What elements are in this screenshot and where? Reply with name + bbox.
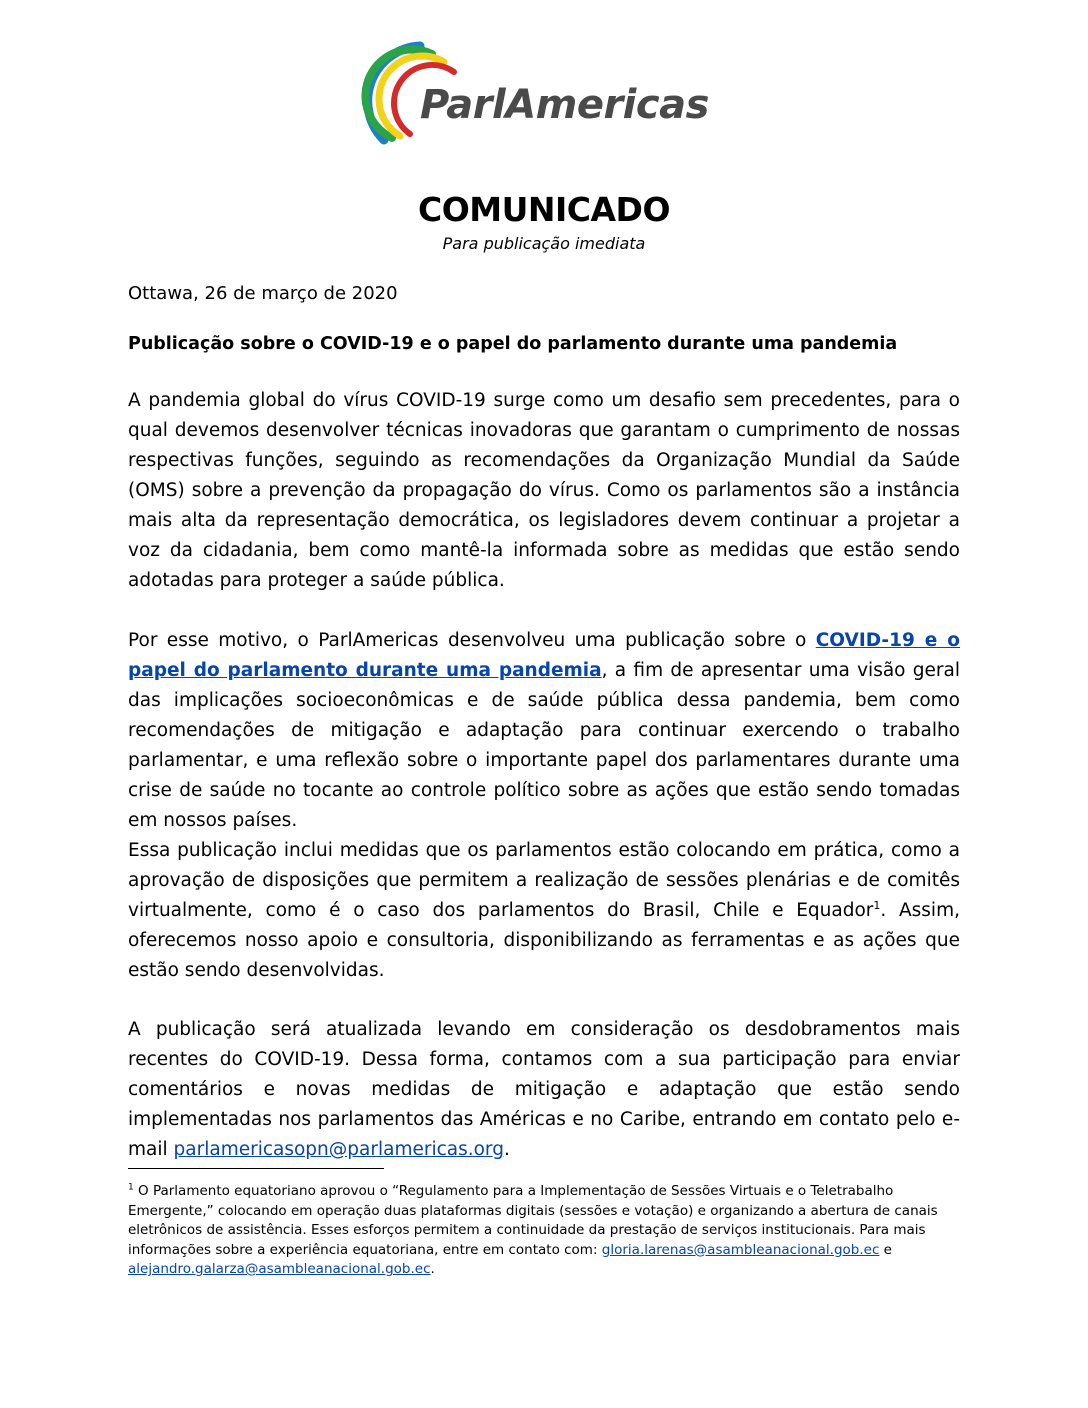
footnote-text: O Parlamento equatoriano aprovou o “Regulamento para a Implementação de Sessões Virtuais e o Teletrabalho Emergente,” colocando em operação duas plataformas digitais (sessões e votação) e organizando a abertura de canais eletrônicos de assistência. Esses esforços permitem a continuidade da prestação de serviços institucionais. Para mais informações sobre a experiência equatoriana, entre em contato com: xyxy=(128,1183,938,1258)
footnote-reference[interactable]: 1 xyxy=(873,898,881,912)
footnote-divider xyxy=(128,1168,384,1169)
paragraph-3-text-end: . Assim, oferecemos nosso apoio e consultoria, disponibilizando as ferramentas e as ações que estão sendo desenvolvidas. xyxy=(128,900,960,981)
paragraph-4 xyxy=(128,1015,960,1165)
footnote-number: 1 xyxy=(128,1182,134,1193)
footnote xyxy=(128,1182,948,1280)
logo-wordmark: ParlAmericas xyxy=(420,82,709,128)
paragraph-3-text-start: Essa publicação inclui medidas que os parlamentos estão colocando em prática, como a aprovação de disposições que permitem a realização de sessões plenárias e de comitês virtualmente, como é o caso dos parlamentos do Brasil, Chile e Equador xyxy=(128,840,960,921)
paragraph-2-text-end: , a fim de apresentar uma visão geral das implicações socioeconômicas e de saúde pública dessa pandemia, bem como recomendações de mitigação e adaptação para continuar exercendo o trabalho parlamentar, e uma reflexão sobre o importante papel dos parlamentares durante uma crise de saúde no tocante ao controle político sobre as ações que estão sendo tomadas em nossos países. xyxy=(128,660,960,831)
parlamericas-logo xyxy=(358,40,748,150)
footnote-conjunction: e xyxy=(879,1241,892,1258)
paragraph-2-text-start: Por esse motivo, o ParlAmericas desenvolveu uma publicação sobre o xyxy=(128,630,816,651)
headline: Publicação sobre o COVID-19 e o papel do parlamento durante uma pandemia xyxy=(128,334,898,354)
page-title: COMUNICADO xyxy=(417,190,670,229)
contact-email-link[interactable]: parlamericasopn@parlamericas.org xyxy=(173,1139,504,1160)
publication-link[interactable]: COVID-19 e o papel do parlamento durante uma pandemia xyxy=(128,630,960,681)
footnote-email-link-2[interactable]: alejandro.galarza@asambleanacional.gob.ec xyxy=(128,1261,431,1277)
footnote-email-link-1[interactable]: gloria.larenas@asambleanacional.gob.ec xyxy=(601,1241,880,1258)
paragraph-3 xyxy=(128,836,960,986)
paragraph-2 xyxy=(128,626,960,836)
page-subtitle: Para publicação imediata xyxy=(442,234,646,253)
footnote-end: . xyxy=(430,1261,435,1277)
paragraph-1: A pandemia global do vírus COVID-19 surge como um desafio sem precedentes, para o qual devemos desenvolver técnicas inovadoras que garantam o cumprimento de nossas respectivas funções, seguindo as recomendações da Organização Mundial da Saúde (OMS) sobre a prevenção da propagação do vírus. Como os parlamentos são a instância mais alta da representação democrática, os legisladores devem continuar a projetar a voz da cidadania, bem como mantê-la informada sobre as medidas que estão sendo adotadas para proteger a saúde pública. xyxy=(128,390,960,591)
paragraph-4-text-start: A publicação será atualizada levando em consideração os desdobramentos mais recentes do COVID-19. Dessa forma, contamos com a sua participação para enviar comentários e novas medidas de mitigação e adaptação que estão sendo implementadas nos parlamentos das Américas e no Caribe, entrando em contato pelo e-mail xyxy=(128,1019,960,1160)
paragraph-4-text-end: . xyxy=(503,1139,510,1160)
dateline: Ottawa, 26 de março de 2020 xyxy=(128,283,398,304)
